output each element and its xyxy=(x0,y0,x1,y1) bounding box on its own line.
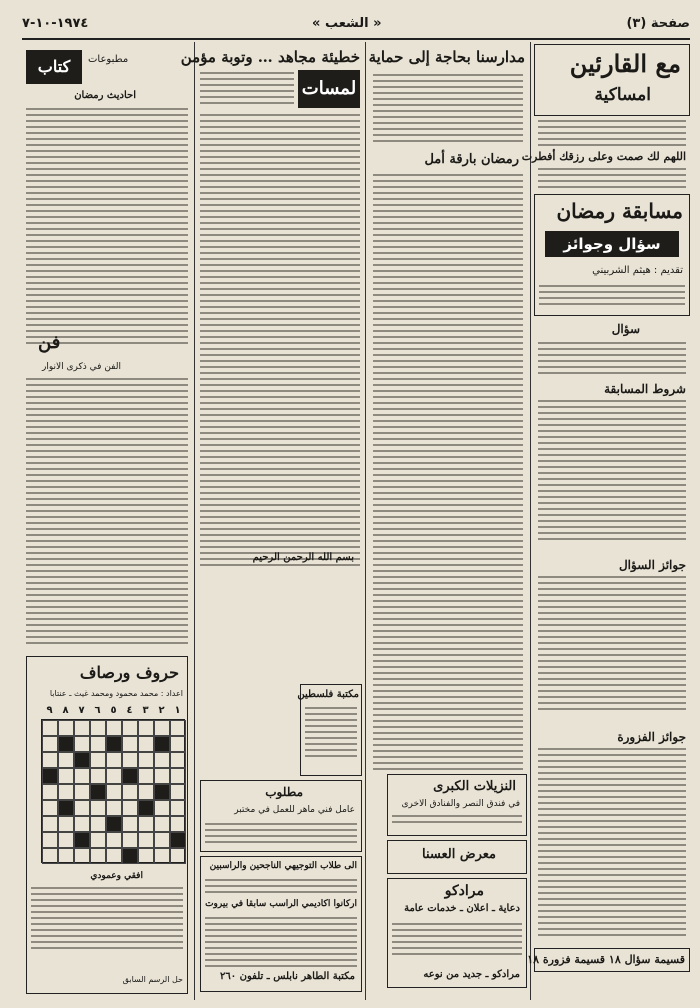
fast-prayer-box: اللهم لك صمت وعلى رزقك أفطرت xyxy=(521,150,686,163)
crossword-cell[interactable] xyxy=(138,752,154,768)
crossword-cell[interactable] xyxy=(74,736,90,752)
crossword-cell[interactable] xyxy=(138,768,154,784)
hotel-ad: النزيلات الكبرى في فندق النصر والفنادق الاخرى xyxy=(387,774,527,836)
crossword-cell[interactable] xyxy=(154,720,170,736)
mordako-ad: مرادكو دعاية ـ اعلان ـ خدمات عامة مرادكو ـ جديد من نوعه xyxy=(387,878,527,988)
crossword-cell[interactable] xyxy=(58,720,74,736)
crossword-cell[interactable] xyxy=(90,720,106,736)
crossword-cell[interactable] xyxy=(122,720,138,736)
left-column xyxy=(22,44,192,996)
crossword-grid[interactable] xyxy=(41,719,185,863)
imsakiya-banner xyxy=(534,44,690,116)
contest-box xyxy=(534,194,690,316)
talk-heading: احاديث رمضان xyxy=(74,90,136,101)
book-title: كتاب xyxy=(26,50,82,84)
crossword-title: حروف ورصاف xyxy=(79,663,179,682)
crossword-block xyxy=(122,848,138,864)
question-label: سؤال xyxy=(611,322,640,336)
crossword-cell[interactable] xyxy=(170,800,186,816)
coupon-bar: قسيمة سؤال ١٨ قسيمة فزورة ١٨ xyxy=(534,948,690,972)
crossword-cell[interactable] xyxy=(154,752,170,768)
crossword-cell[interactable] xyxy=(106,768,122,784)
crossword-cell[interactable] xyxy=(42,752,58,768)
crossword-cell[interactable] xyxy=(74,848,90,864)
crossword-block xyxy=(138,800,154,816)
crossword-cell[interactable] xyxy=(170,816,186,832)
crossword-block xyxy=(58,736,74,752)
crossword-block xyxy=(154,784,170,800)
conditions-heading: شروط المسابقة xyxy=(604,382,686,396)
crossword-cell[interactable] xyxy=(170,848,186,864)
crossword-cell[interactable] xyxy=(90,736,106,752)
crossword-cell[interactable] xyxy=(58,848,74,864)
center-column xyxy=(369,44,527,996)
students-ad: الى طلاب التوجيهي الناجحين والراسبين اركانوا اكاديمي الراسب سابقا في بيروت مكتبة الطاهر نابلس ـ تلفون ٢٦٠ xyxy=(200,856,362,992)
crossword-number: ٦ xyxy=(94,705,101,716)
palestine-library-ad: مكتبة فلسطين xyxy=(300,684,362,776)
expo-ad: معرض العسنا xyxy=(387,840,527,874)
crossword-block xyxy=(170,832,186,848)
crossword-cell[interactable] xyxy=(138,848,154,864)
crossword-block xyxy=(42,768,58,784)
crossword-cell[interactable] xyxy=(58,832,74,848)
crossword-cell[interactable] xyxy=(58,816,74,832)
crossword-cell[interactable] xyxy=(122,784,138,800)
crossword-cell[interactable] xyxy=(74,816,90,832)
right-column xyxy=(521,44,690,996)
page-number: صفحة (٣) xyxy=(626,16,690,31)
art-subtitle: الفن في ذكرى الانوار xyxy=(42,362,121,372)
crossword-cell[interactable] xyxy=(138,832,154,848)
paper-name: « الشعب » xyxy=(312,16,382,31)
book-tag: مطبوعات xyxy=(88,54,129,65)
crossword-cell[interactable] xyxy=(170,752,186,768)
contest-prep: تقديم : هيثم الشربيني xyxy=(592,265,683,276)
crossword-cell[interactable] xyxy=(170,720,186,736)
crossword-cell[interactable] xyxy=(42,800,58,816)
crossword-block xyxy=(74,752,90,768)
crossword-cell[interactable] xyxy=(74,720,90,736)
crossword-block xyxy=(90,784,106,800)
crossword-cell[interactable] xyxy=(122,752,138,768)
left-center-headline: خطيئة مجاهد … وتوبة مؤمن xyxy=(180,48,360,66)
contest-title: مسابقة رمضان xyxy=(556,199,683,223)
crossword-cell[interactable] xyxy=(170,736,186,752)
crossword-cell[interactable] xyxy=(42,736,58,752)
crossword-cell[interactable] xyxy=(122,832,138,848)
crossword-cell[interactable] xyxy=(58,752,74,768)
art-title: فن xyxy=(38,332,61,353)
crossword-cell[interactable] xyxy=(154,768,170,784)
crossword-cell[interactable] xyxy=(42,720,58,736)
winners-heading: جوائز الفزورة xyxy=(617,730,686,744)
crossword-block xyxy=(74,832,90,848)
contest-subtitle: سؤال وجوائز xyxy=(545,231,679,257)
crossword-cell[interactable] xyxy=(138,736,154,752)
prizes-heading: جوائز السؤال xyxy=(618,558,686,572)
crossword-box xyxy=(26,656,188,994)
crossword-cell[interactable] xyxy=(154,800,170,816)
center-subheading: رمضان بارقة أمل xyxy=(424,152,519,167)
crossword-cell[interactable] xyxy=(154,832,170,848)
crossword-block xyxy=(154,736,170,752)
crossword-cell[interactable] xyxy=(122,800,138,816)
across-heading: افقي وعمودي xyxy=(90,871,143,881)
crossword-cell[interactable] xyxy=(106,784,122,800)
crossword-cell[interactable] xyxy=(138,816,154,832)
issue-date: ١٩٧٤-١٠-٧ xyxy=(22,16,89,31)
crossword-cell[interactable] xyxy=(122,736,138,752)
crossword-number: ٣ xyxy=(142,705,149,716)
crossword-cell[interactable] xyxy=(106,752,122,768)
crossword-cell[interactable] xyxy=(122,816,138,832)
crossword-block xyxy=(58,800,74,816)
crossword-cell[interactable] xyxy=(106,800,122,816)
prayer-heading: بسم الله الرحمن الرحيم xyxy=(252,552,354,563)
crossword-cell[interactable] xyxy=(90,768,106,784)
crossword-cell[interactable] xyxy=(74,784,90,800)
crossword-cell[interactable] xyxy=(74,768,90,784)
crossword-block xyxy=(106,736,122,752)
crossword-cell[interactable] xyxy=(106,720,122,736)
crossword-number: ٨ xyxy=(62,705,69,716)
crossword-cell[interactable] xyxy=(90,816,106,832)
solution-line: حل الرسم السابق xyxy=(122,975,183,984)
crossword-author: اعداد : محمد محمود ومحمد غيث ـ عنتابا xyxy=(49,689,183,698)
center-headline: مدارسنا بحاجة إلى حماية xyxy=(368,48,525,66)
crossword-number: ٧ xyxy=(78,705,85,716)
crossword-cell[interactable] xyxy=(90,752,106,768)
crossword-cell[interactable] xyxy=(138,784,154,800)
crossword-block xyxy=(106,816,122,832)
crossword-number: ٥ xyxy=(110,705,117,716)
banner-title: مع القارئين xyxy=(569,49,681,78)
crossword-cell[interactable] xyxy=(74,800,90,816)
crossword-numbers xyxy=(41,705,185,719)
wanted-ad: مطلوب عامل فني ماهر للعمل في مختبر xyxy=(200,780,362,852)
crossword-number: ٩ xyxy=(46,705,53,716)
crossword-cell[interactable] xyxy=(154,848,170,864)
crossword-cell[interactable] xyxy=(154,816,170,832)
crossword-cell[interactable] xyxy=(90,800,106,816)
banner-subtitle: امساكية xyxy=(594,85,651,105)
crossword-number: ٢ xyxy=(158,705,165,716)
crossword-number: ٤ xyxy=(126,705,133,716)
crossword-cell[interactable] xyxy=(90,832,106,848)
page-header xyxy=(22,10,690,40)
crossword-cell[interactable] xyxy=(170,768,186,784)
crossword-cell[interactable] xyxy=(42,816,58,832)
crossword-cell[interactable] xyxy=(42,848,58,864)
crossword-cell[interactable] xyxy=(42,784,58,800)
crossword-cell[interactable] xyxy=(42,832,58,848)
crossword-block xyxy=(122,768,138,784)
crossword-cell[interactable] xyxy=(58,784,74,800)
crossword-cell[interactable] xyxy=(106,832,122,848)
tabloid-title: لمسات xyxy=(298,70,360,108)
crossword-number: ١ xyxy=(174,705,181,716)
crossword-cell[interactable] xyxy=(58,768,74,784)
schedule-table xyxy=(538,120,686,150)
crossword-cell[interactable] xyxy=(138,720,154,736)
left-center-column xyxy=(180,44,362,996)
crossword-cell[interactable] xyxy=(170,784,186,800)
crossword-cell[interactable] xyxy=(106,848,122,864)
crossword-cell[interactable] xyxy=(90,848,106,864)
newspaper-page xyxy=(22,10,690,1000)
